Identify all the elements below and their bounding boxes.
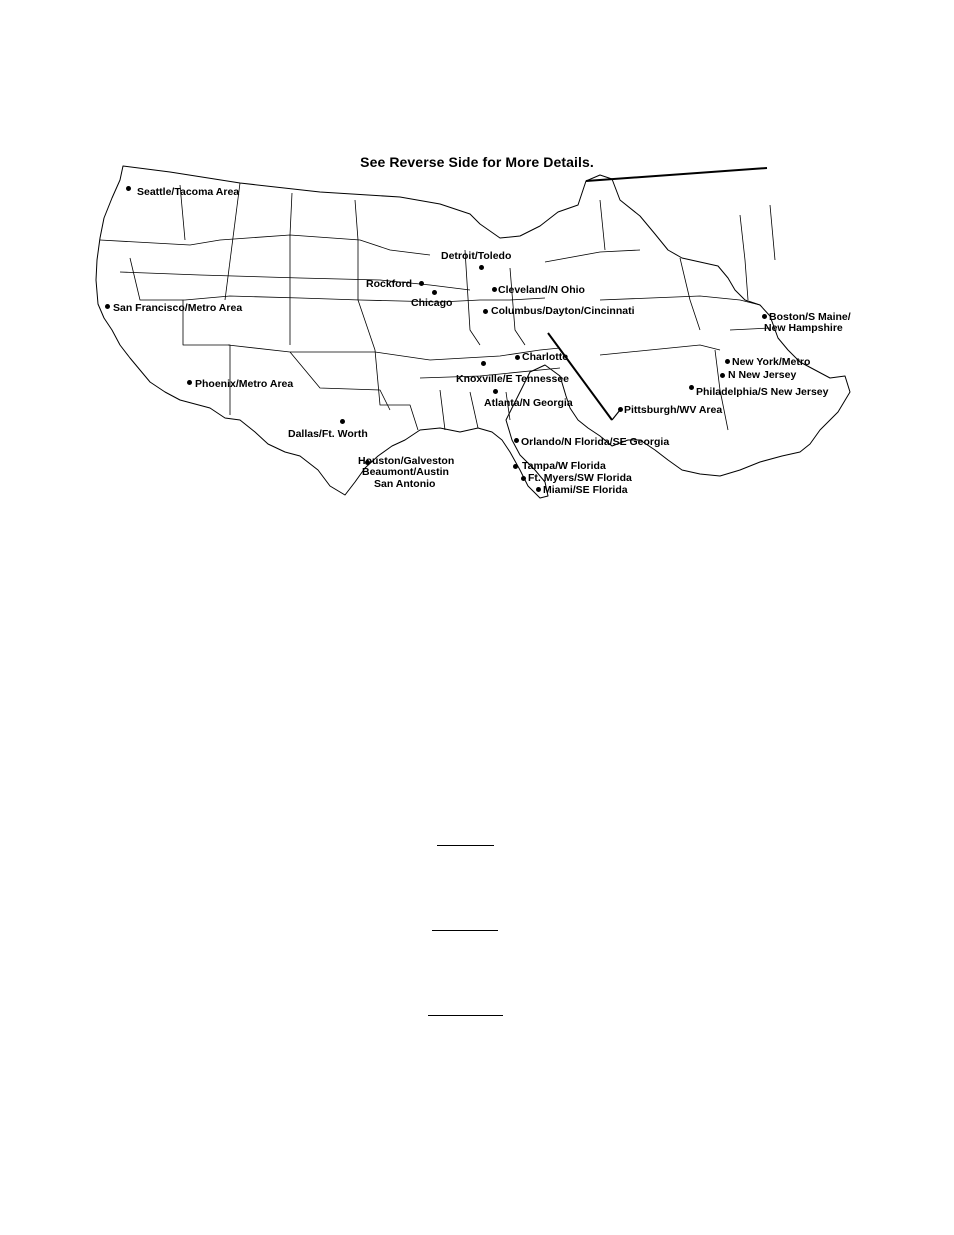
location-dot: [483, 309, 488, 314]
location-label-seattle: Seattle/Tacoma Area: [137, 186, 240, 198]
location-label-columbus: Columbus/Dayton/Cincinnati: [491, 305, 635, 317]
us-outline: [96, 166, 850, 498]
location-label-rockford: Rockford: [366, 278, 413, 290]
location-label-dallas: Dallas/Ft. Worth: [288, 428, 368, 440]
location-dot: [618, 407, 623, 412]
location-label-pittsburgh: Pittsburgh/WV Area: [624, 404, 723, 416]
location-label-chicago: Chicago: [411, 297, 453, 309]
location-label-atlanta: Atlanta/N Georgia: [484, 397, 573, 409]
location-dot: [521, 476, 526, 481]
inset-connector-diag2: [612, 410, 620, 420]
location-label-ft-myers: Ft. Myers/SW Florida: [528, 472, 632, 484]
location-label-philadelphia: Philadelphia/S New Jersey: [696, 386, 829, 398]
location-label-san-francisco: San Francisco/Metro Area: [113, 302, 243, 314]
location-dot: [126, 186, 131, 191]
location-label-new-york: New York/Metro: [732, 356, 811, 368]
blank-line: [437, 845, 494, 846]
location-dot: [187, 380, 192, 385]
location-dot: [725, 359, 730, 364]
blank-line: [428, 1015, 503, 1016]
location-label-knoxville: Knoxville/E Tennessee: [456, 373, 570, 385]
location-dot: [479, 265, 484, 270]
location-label-san-antonio: San Antonio: [374, 478, 436, 490]
location-label-beaumont: Beaumont/Austin: [362, 466, 449, 478]
location-dot: [515, 355, 520, 360]
location-dot: [762, 314, 767, 319]
location-dot: [536, 487, 541, 492]
location-dot: [493, 389, 498, 394]
location-dot: [340, 419, 345, 424]
location-label-orlando: Orlando/N Florida/SE Georgia: [521, 436, 670, 448]
location-label-houston: Houston/Galveston: [358, 455, 455, 467]
location-dot: [481, 361, 486, 366]
location-dot: [105, 304, 110, 309]
location-label-charlotte: Charlotte: [522, 351, 569, 363]
location-label-phoenix: Phoenix/Metro Area: [195, 378, 294, 390]
location-label-tampa: Tampa/W Florida: [522, 460, 606, 472]
location-label-n-new-jersey: N New Jersey: [728, 369, 797, 381]
location-dot: [720, 373, 725, 378]
blank-line: [432, 930, 498, 931]
location-label-miami: Miami/SE Florida: [543, 484, 628, 496]
location-dot: [689, 385, 694, 390]
location-label-boston: Boston/S Maine/: [769, 311, 851, 323]
location-dot: [513, 464, 518, 469]
location-dot: [514, 438, 519, 443]
location-label-new-hampshire: New Hampshire: [764, 322, 843, 334]
location-dot: [432, 290, 437, 295]
location-dot: [419, 281, 424, 286]
location-dot: [492, 287, 497, 292]
map-header: See Reverse Side for More Details.: [360, 154, 594, 170]
location-label-cleveland: Cleveland/N Ohio: [498, 284, 585, 296]
location-label-detroit: Detroit/Toledo: [441, 250, 512, 262]
